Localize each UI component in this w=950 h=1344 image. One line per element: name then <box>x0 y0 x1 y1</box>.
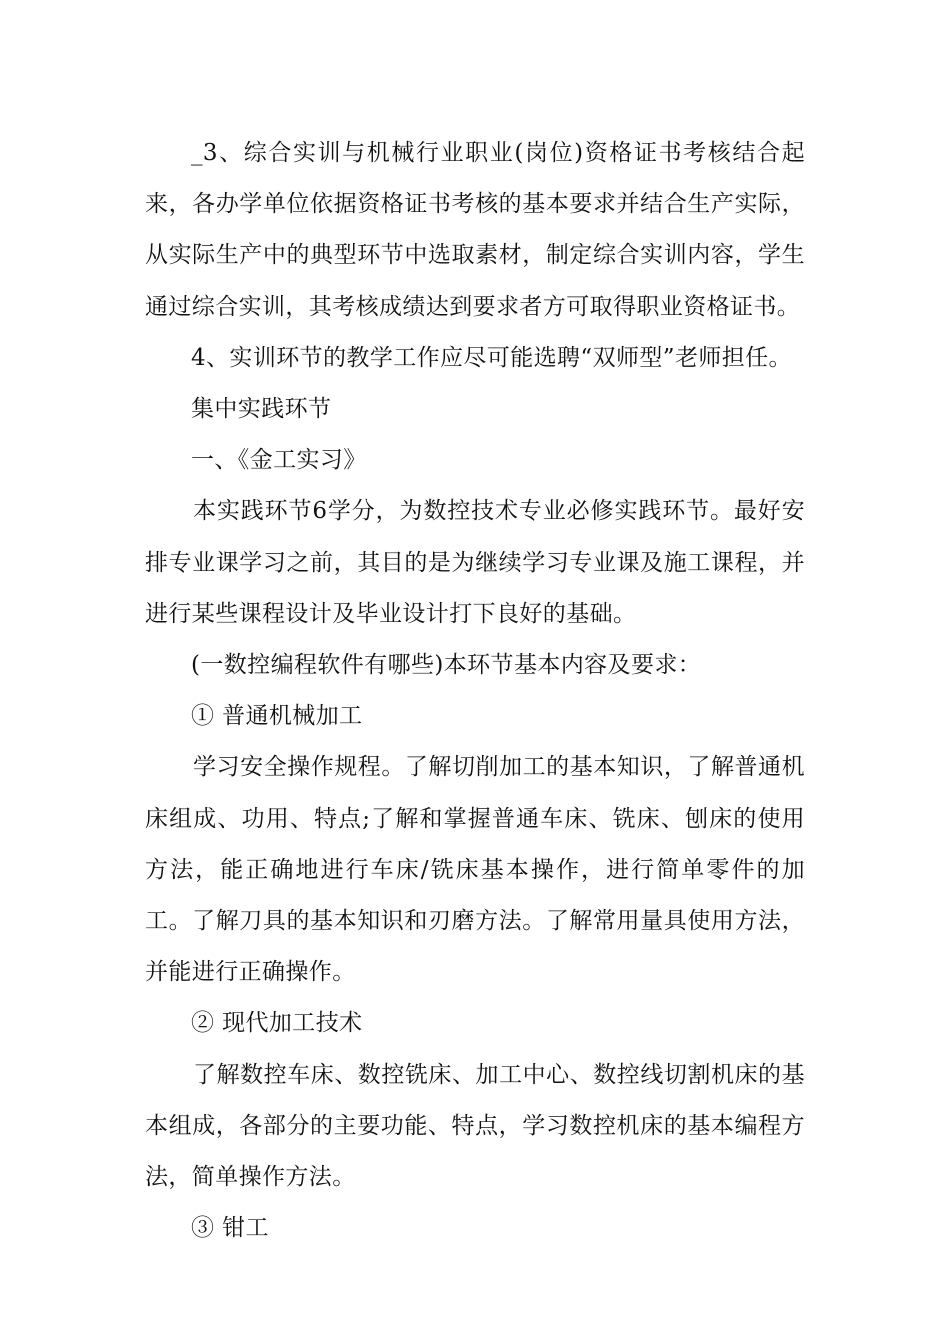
subsection-heading-metalwork: 一、《金工实习》 <box>191 447 367 474</box>
item-heading-modern-machining: ② 现代加工技术 <box>191 1010 363 1037</box>
paragraph-certificate-assessment: _3、综合实训与机械行业职业(岗位)资格证书考核结合起来，各办学单位依据资格证书考核的基本要求并结合生产实际，从实际生产中的典型环节中选取素材，制定综合实训内容，学生通过综合实训，其考核成绩达到要求者方可取得职业资格证书。 <box>145 140 805 320</box>
paragraph-credits: 本实践环节6学分，为数控技术专业必修实践环节。最好安排专业课学习之前，其目的是为继续学习专业课及施工课程，并进行某些课程设计及毕业设计打下良好的基础。 <box>145 498 805 627</box>
item-heading-fitter: ③ 钳工 <box>191 1215 269 1242</box>
paragraph-dual-teacher: 4、实训环节的教学工作应尽可能选聘“双师型”老师担任。 <box>191 344 792 371</box>
paragraph-content-requirements: (一数控编程软件有哪些)本环节基本内容及要求： <box>191 652 702 679</box>
item-heading-conventional-machining: ① 普通机械加工 <box>191 703 363 730</box>
paragraph-conventional-machining: 学习安全操作规程。了解切削加工的基本知识，了解普通机床组成、功用、特点;了解和掌握普通车床、铣床、刨床的使用方法，能正确地进行车床/铣床基本操作，进行简单零件的加工。了解刀具的基本知识和刃磨方法。了解常用量具使用方法，并能进行正确操作。 <box>145 754 805 986</box>
section-heading-practice: 集中实践环节 <box>191 396 332 423</box>
paragraph-modern-machining: 了解数控车床、数控铣床、加工中心、数控线切割机床的基本组成，各部分的主要功能、特点，学习数控机床的基本编程方法，简单操作方法。 <box>145 1061 805 1191</box>
